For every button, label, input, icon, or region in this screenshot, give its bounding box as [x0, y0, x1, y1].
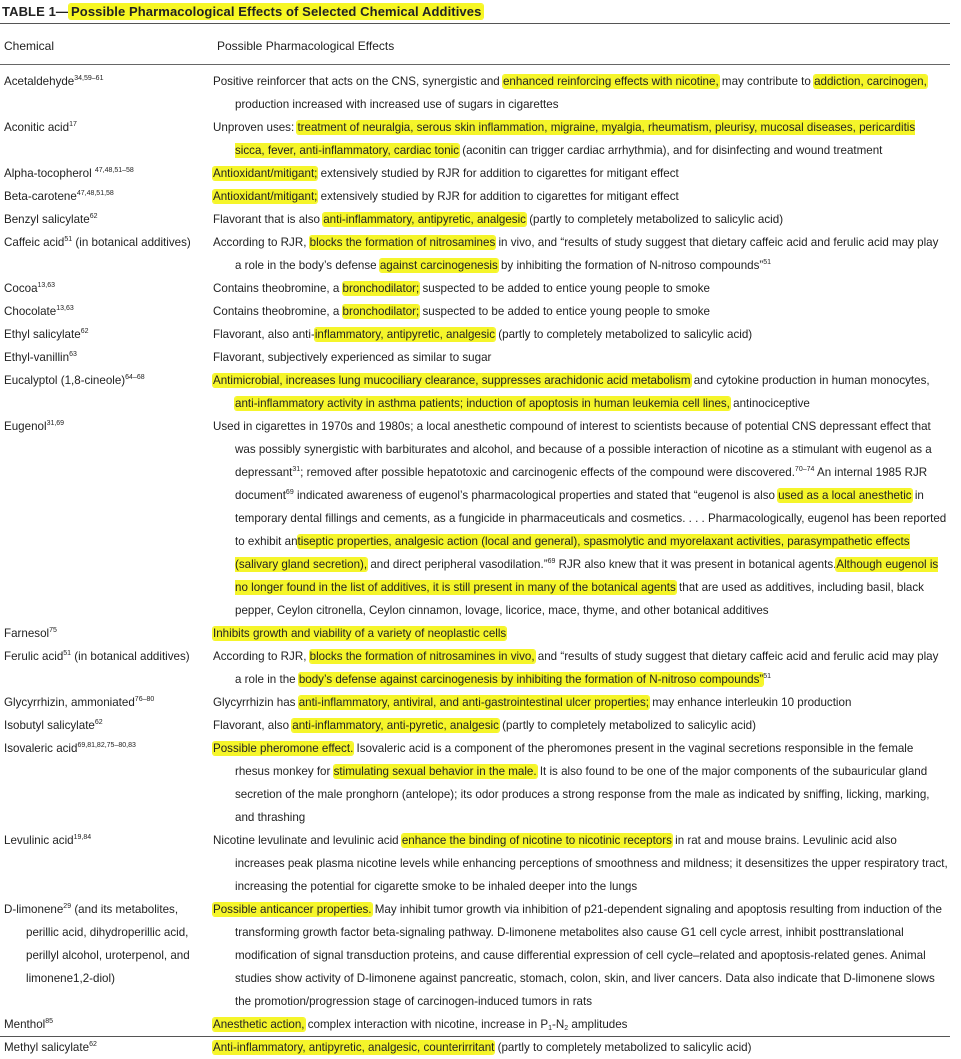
reference-superscript: 62: [89, 213, 98, 220]
table-title-prefix: TABLE 1—: [2, 4, 70, 19]
chemical-cell: [0, 208, 213, 231]
effects-cell: [213, 898, 948, 1013]
highlighted-text: against carcinogenesis: [379, 259, 498, 272]
table-row: [0, 645, 961, 691]
chemical-cell: [0, 645, 213, 691]
reference-superscript: 34,59–61: [74, 75, 104, 82]
reference-superscript: 62: [89, 1041, 97, 1048]
reference-superscript: 75: [49, 627, 57, 634]
effects-text: [213, 208, 948, 231]
text-segment: Ethyl-vanillin: [4, 351, 70, 364]
chemical-cell: [0, 231, 213, 277]
reference-superscript: 51: [64, 236, 73, 243]
text-segment: Isovaleric acid is a component of the pheromones present in the vaginal secretions responsible in the female rhesus monkey for: [235, 742, 914, 778]
text-segment: Isovaleric acid: [4, 742, 78, 755]
effects-text: [213, 1013, 948, 1036]
effects-cell: [213, 415, 948, 622]
text-segment: extensively studied by RJR for addition to cigarettes for mitigant effect: [317, 190, 679, 203]
highlighted-text: Anesthetic action,: [213, 1018, 305, 1031]
chemical-cell: [0, 622, 213, 645]
effects-text: [213, 737, 948, 829]
reference-superscript: 47,48,51–58: [94, 167, 134, 174]
subscript: 2: [564, 1025, 569, 1032]
chemical-name: [4, 300, 213, 323]
effects-cell: [213, 300, 948, 323]
text-segment: Contains theobromine, a: [213, 305, 343, 318]
reference-superscript: 70–74: [794, 466, 815, 473]
table-row: [0, 691, 961, 714]
text-segment: Flavorant, also: [213, 719, 293, 732]
highlighted-text: used as a local anesthetic: [778, 489, 912, 502]
table-title: [2, 2, 483, 21]
text-segment: Benzyl salicylate: [4, 213, 90, 226]
text-segment: by inhibiting the formation of N-nitroso compounds”: [497, 259, 764, 272]
text-segment: Acetaldehyde: [4, 75, 75, 88]
header-rule: [0, 64, 950, 65]
reference-superscript: 17: [69, 121, 77, 128]
text-segment: in rat and mouse brains. Levulinic acid also increases peak plasma nicotine levels while enhancing perceptions of smoothness and mildness; it desensitizes the upper respiratory tract, increasing the potential for cigarette smoke to be inhaled deeper into the lungs: [235, 834, 948, 893]
effects-cell: [213, 829, 948, 898]
text-segment: may contribute to: [718, 75, 815, 88]
text-segment: (and its metabolites, perillic acid, dihydroperillic acid, perillyl alcohol, uroterpenol, and limonene1,2-diol): [26, 903, 190, 985]
text-segment: Used in cigarettes in 1970s and 1980s; a local anesthetic compound of interest to scientists because of potential CNS depressant effect that was possibly synergistic with barbiturates and alcohol, and because of a possible interaction of nicotine as a stimulant with eugenol as a depressant: [213, 420, 932, 479]
text-segment: According to RJR,: [213, 650, 310, 663]
highlighted-text: addiction, carcinogen,: [814, 75, 927, 88]
column-header-chemical: Chemical: [4, 39, 55, 53]
effects-text: [213, 300, 948, 323]
reference-superscript: 51: [63, 650, 72, 657]
effects-text: [213, 231, 948, 277]
reference-superscript: 62: [94, 719, 103, 726]
text-segment: extensively studied by RJR for addition to cigarettes for mitigant effect: [317, 167, 679, 180]
reference-superscript: 47,48,51,58: [76, 190, 114, 197]
highlighted-text: anti-inflammatory activity in asthma patients; induction of apoptosis in human leukemia cell lines,: [235, 397, 730, 410]
table-row: [0, 1013, 961, 1036]
table-row: [0, 277, 961, 300]
effects-cell: [213, 346, 948, 369]
chemical-name: [4, 898, 213, 990]
text-segment: Caffeic acid: [4, 236, 65, 249]
text-segment: antinociceptive: [729, 397, 810, 410]
table-row: [0, 622, 961, 645]
text-segment: and “results of study suggest that dietary caffeic acid and ferulic acid may play a role in the: [235, 650, 939, 686]
text-segment: Levulinic acid: [4, 834, 74, 847]
chemical-cell: [0, 70, 213, 116]
highlighted-text: Inhibits growth and viability of a variety of neoplastic cells: [213, 627, 507, 640]
effects-cell: [213, 1013, 948, 1036]
text-segment: Flavorant that is also: [213, 213, 324, 226]
text-segment: in temporary dental fillings and cements, as a fungicide in pharmaceuticals and cosmetics. . . . Pharmacologically, eugenol has been reported to exhibit an: [235, 489, 947, 548]
effects-text: [213, 691, 948, 714]
effects-text: [213, 185, 948, 208]
highlighted-text: anti-inflammatory, antipyretic, analgesic: [323, 213, 526, 226]
highlighted-text: body’s defense against carcinogenesis by inhibiting the formation of N-nitroso compounds”: [298, 673, 764, 686]
table-row: [0, 415, 961, 622]
reference-superscript: 51: [763, 673, 772, 680]
chemical-name: [4, 691, 213, 714]
table-title-highlighted: Possible Pharmacological Effects of Selected Chemical Additives: [71, 4, 482, 19]
chemical-cell: [0, 1036, 213, 1059]
text-segment: Cocoa: [4, 282, 38, 295]
subscript: 1: [548, 1025, 553, 1032]
chemical-cell: [0, 737, 213, 829]
chemical-name: [4, 829, 213, 852]
effects-cell: [213, 622, 948, 645]
effects-text: [213, 1036, 948, 1059]
highlighted-text: Antioxidant/mitigant;: [213, 167, 318, 180]
highlighted-text: bronchodilator;: [342, 305, 420, 318]
effects-text: [213, 829, 948, 898]
text-segment: An internal 1985 RJR document: [235, 466, 928, 502]
text-segment: amplitudes: [568, 1018, 628, 1031]
text-segment: It is also found to be one of the major components of the subauricular gland secretion of the male pronghorn (antelope); its odor produces a strong response from the male as indicated by sniffing, licking, marking, and thrashing: [235, 765, 930, 824]
highlighted-text: tiseptic properties, analgesic action (local and general), spasmolytic and myorelaxant activities, parasympathetic effects (salivary gland secretion),: [235, 535, 910, 571]
text-segment: Glycyrrhizin, ammoniated: [4, 696, 135, 709]
text-segment: may enhance interleukin 10 production: [649, 696, 852, 709]
text-segment: Aconitic acid: [4, 121, 70, 134]
effects-text: [213, 415, 948, 622]
reference-superscript: 76–80: [134, 696, 155, 703]
chemical-cell: [0, 185, 213, 208]
text-segment: Positive reinforcer that acts on the CNS, synergistic and: [213, 75, 503, 88]
highlighted-text: Possible anticancer properties.: [213, 903, 372, 916]
chemical-cell: [0, 323, 213, 346]
effects-text: [213, 116, 948, 162]
reference-superscript: 85: [45, 1018, 54, 1025]
reference-superscript: 13,63: [37, 282, 56, 289]
text-segment: that are used as additives, including basil, black pepper, Ceylon citronella, Ceylon cinnamon, lovage, licorice, mace, thyme, and other botanical additives: [235, 581, 924, 617]
chemical-name: [4, 277, 213, 300]
text-segment: Isobutyl salicylate: [4, 719, 95, 732]
text-segment: Menthol: [4, 1018, 46, 1031]
text-segment: Unproven uses:: [213, 121, 298, 134]
highlighted-text: Antioxidant/mitigant;: [213, 190, 318, 203]
effects-cell: [213, 1036, 948, 1059]
reference-superscript: 29: [63, 903, 72, 910]
chemical-name: [4, 116, 213, 139]
effects-text: [213, 323, 948, 346]
reference-superscript: 64–68: [125, 374, 145, 381]
highlighted-text: enhance the binding of nicotine to nicotinic receptors: [401, 834, 672, 847]
reference-superscript: 69,81,82,75–80,83: [77, 742, 136, 749]
chemical-cell: [0, 116, 213, 162]
chemical-cell: [0, 300, 213, 323]
reference-superscript: 13,63: [56, 305, 74, 312]
table-row: [0, 898, 961, 1013]
text-segment: suspected to be added to entice young people to smoke: [419, 305, 710, 318]
chemical-cell: [0, 829, 213, 898]
chemical-name: [4, 622, 213, 645]
text-segment: Chocolate: [4, 305, 57, 318]
table-row: [0, 70, 961, 116]
text-segment: According to RJR,: [213, 236, 310, 249]
text-segment: Beta-carotene: [4, 190, 77, 203]
highlighted-text: treatment of neuralgia, serous skin inflammation, migraine, myalgia, rheumatism, pleurisy, mucosal diseases, pericarditis sicca, fever, anti-inflammatory, cardiac tonic: [235, 121, 916, 157]
text-segment: (partly to completely metabolized to salicylic acid): [498, 719, 756, 732]
text-segment: (partly to completely metabolized to salicylic acid): [525, 213, 784, 226]
text-segment: in vivo, and “results of study suggest that dietary caffeic acid and ferulic acid may play a role in the body’s defense: [235, 236, 939, 272]
text-segment: RJR also knew that it was present in botanical agents.: [555, 558, 837, 571]
text-segment: Methyl salicylate: [4, 1041, 90, 1054]
effects-text: [213, 369, 948, 415]
column-header-effects: Possible Pharmacological Effects: [217, 39, 395, 53]
table-row: [0, 208, 961, 231]
text-segment: indicated awareness of eugenol’s pharmacological properties and stated that “eugenol is also: [293, 489, 779, 502]
reference-superscript: 63: [69, 351, 77, 358]
text-segment: production increased with increased use of sugars in cigarettes: [235, 98, 559, 111]
chemical-name: [4, 323, 213, 346]
reference-superscript: 69: [547, 558, 556, 565]
effects-cell: [213, 645, 948, 691]
chemical-cell: [0, 714, 213, 737]
effects-cell: [213, 323, 948, 346]
chemical-name: [4, 208, 213, 231]
text-segment: Ethyl salicylate: [4, 328, 81, 341]
highlighted-text: enhanced reinforcing effects with nicotine,: [502, 75, 719, 88]
text-segment: Alpha-tocopherol: [4, 167, 95, 180]
effects-cell: [213, 714, 948, 737]
highlighted-text: blocks the formation of nitrosamines: [309, 236, 496, 249]
chemical-cell: [0, 691, 213, 714]
text-segment: -N: [552, 1018, 565, 1031]
text-segment: Ferulic acid: [4, 650, 64, 663]
chemical-cell: [0, 346, 213, 369]
text-segment: and cytokine production in human monocytes,: [690, 374, 930, 387]
effects-cell: [213, 277, 948, 300]
highlighted-text: Although eugenol is no longer found in the list of additives, it is still present in many of the botanical agents: [235, 558, 939, 594]
table-row: [0, 346, 961, 369]
chemical-name: [4, 415, 213, 438]
effects-text: [213, 277, 948, 300]
text-segment: Eugenol: [4, 420, 47, 433]
top-rule: [0, 23, 950, 24]
reference-superscript: 31,69: [46, 420, 65, 427]
text-segment: ; removed after possible hepatotoxic and carcinogenic effects of the compound were discovered.: [300, 466, 795, 479]
table-row: [0, 369, 961, 415]
chemical-name: [4, 185, 213, 208]
text-segment: Farnesol: [4, 627, 50, 640]
chemical-name: [4, 70, 213, 93]
highlighted-text: Antimicrobial, increases lung mucociliary clearance, suppresses arachidonic acid metabolism: [213, 374, 691, 387]
effects-cell: [213, 70, 948, 116]
highlighted-text: blocks the formation of nitrosamines in vivo,: [309, 650, 535, 663]
chemical-name: [4, 645, 213, 668]
table-row: [0, 1036, 961, 1059]
chemical-name: [4, 1013, 213, 1036]
chemical-cell: [0, 415, 213, 622]
reference-superscript: 31: [292, 466, 301, 473]
effects-text: [213, 70, 948, 116]
highlighted-text: stimulating sexual behavior in the male.: [333, 765, 537, 778]
text-segment: D-limonene: [4, 903, 64, 916]
reference-superscript: 19,84: [73, 834, 92, 841]
chemical-cell: [0, 369, 213, 415]
chemical-name: [4, 1036, 213, 1059]
text-segment: (partly to completely metabolized to salicylic acid): [494, 1041, 752, 1054]
highlighted-text: anti-inflammatory, anti-pyretic, analgesic: [292, 719, 499, 732]
effects-cell: [213, 369, 948, 415]
text-segment: Nicotine levulinate and levulinic acid: [213, 834, 402, 847]
reference-superscript: 62: [80, 328, 89, 335]
text-segment: (in botanical additives): [71, 650, 190, 663]
table-row: [0, 185, 961, 208]
bottom-rule: [0, 1036, 950, 1037]
reference-superscript: 51: [763, 259, 772, 266]
chemical-name: [4, 346, 213, 369]
table-row: [0, 116, 961, 162]
table-row: [0, 829, 961, 898]
effects-cell: [213, 162, 948, 185]
reference-superscript: 69: [285, 489, 294, 496]
effects-cell: [213, 231, 948, 277]
highlighted-text: anti-inflammatory, antiviral, and anti-gastrointestinal ulcer properties;: [298, 696, 650, 709]
chemical-name: [4, 231, 213, 254]
effects-cell: [213, 116, 948, 162]
effects-text: [213, 645, 948, 691]
table-row: [0, 231, 961, 277]
chemical-name: [4, 737, 213, 760]
text-segment: May inhibit tumor growth via inhibition of p21-dependent signaling and apoptosis resulting from induction of the transforming growth factor beta-signaling pathway. D-limonene metabolites also cause G1 cell cycle arrest, inhibit posttranslational modification of signal transduction proteins, and cause differential expression of cell cycle–related and apoptosis-related genes. Animal studies show activity of D-limonene against pancreatic, stomach, colon, skin, and liver cancers. Data also indicate that D-limonene slows the promotion/progression stage of carcinogen-induced tumors in rats: [235, 903, 942, 1008]
text-segment: Glycyrrhizin has: [213, 696, 299, 709]
text-segment: Flavorant, also anti-: [213, 328, 315, 341]
table-row: [0, 300, 961, 323]
highlighted-text: inflammatory, antipyretic, analgesic: [314, 328, 496, 341]
highlighted-text: bronchodilator;: [342, 282, 420, 295]
highlighted-text: Possible pheromone effect.: [213, 742, 354, 755]
chemical-name: [4, 714, 213, 737]
chemical-cell: [0, 162, 213, 185]
effects-text: [213, 898, 948, 1013]
chemical-cell: [0, 277, 213, 300]
effects-cell: [213, 737, 948, 829]
effects-text: [213, 346, 948, 369]
effects-text: [213, 622, 948, 645]
table-body: [0, 70, 961, 1059]
text-segment: Eucalyptol (1,8-cineole): [4, 374, 126, 387]
table-row: [0, 323, 961, 346]
effects-cell: [213, 185, 948, 208]
text-segment: Flavorant, subjectively experienced as similar to sugar: [213, 351, 492, 364]
table-row: [0, 737, 961, 829]
effects-text: [213, 162, 948, 185]
text-segment: suspected to be added to entice young people to smoke: [419, 282, 710, 295]
text-segment: complex interaction with nicotine, increase in P: [304, 1018, 549, 1031]
effects-cell: [213, 208, 948, 231]
chemical-name: [4, 369, 213, 392]
chemical-cell: [0, 898, 213, 1013]
chemical-cell: [0, 1013, 213, 1036]
table-row: [0, 162, 961, 185]
text-segment: Contains theobromine, a: [213, 282, 343, 295]
text-segment: (in botanical additives): [72, 236, 191, 249]
effects-cell: [213, 691, 948, 714]
highlighted-text: Anti-inflammatory, antipyretic, analgesic, counterirritant: [213, 1041, 495, 1054]
text-segment: (aconitin can trigger cardiac arrhythmia), and for disinfecting and wound treatment: [459, 144, 883, 157]
table-row: [0, 714, 961, 737]
effects-text: [213, 714, 948, 737]
chemical-name: [4, 162, 213, 185]
text-segment: and direct peripheral vasodilation.”: [367, 558, 548, 571]
text-segment: (partly to completely metabolized to salicylic acid): [495, 328, 753, 341]
